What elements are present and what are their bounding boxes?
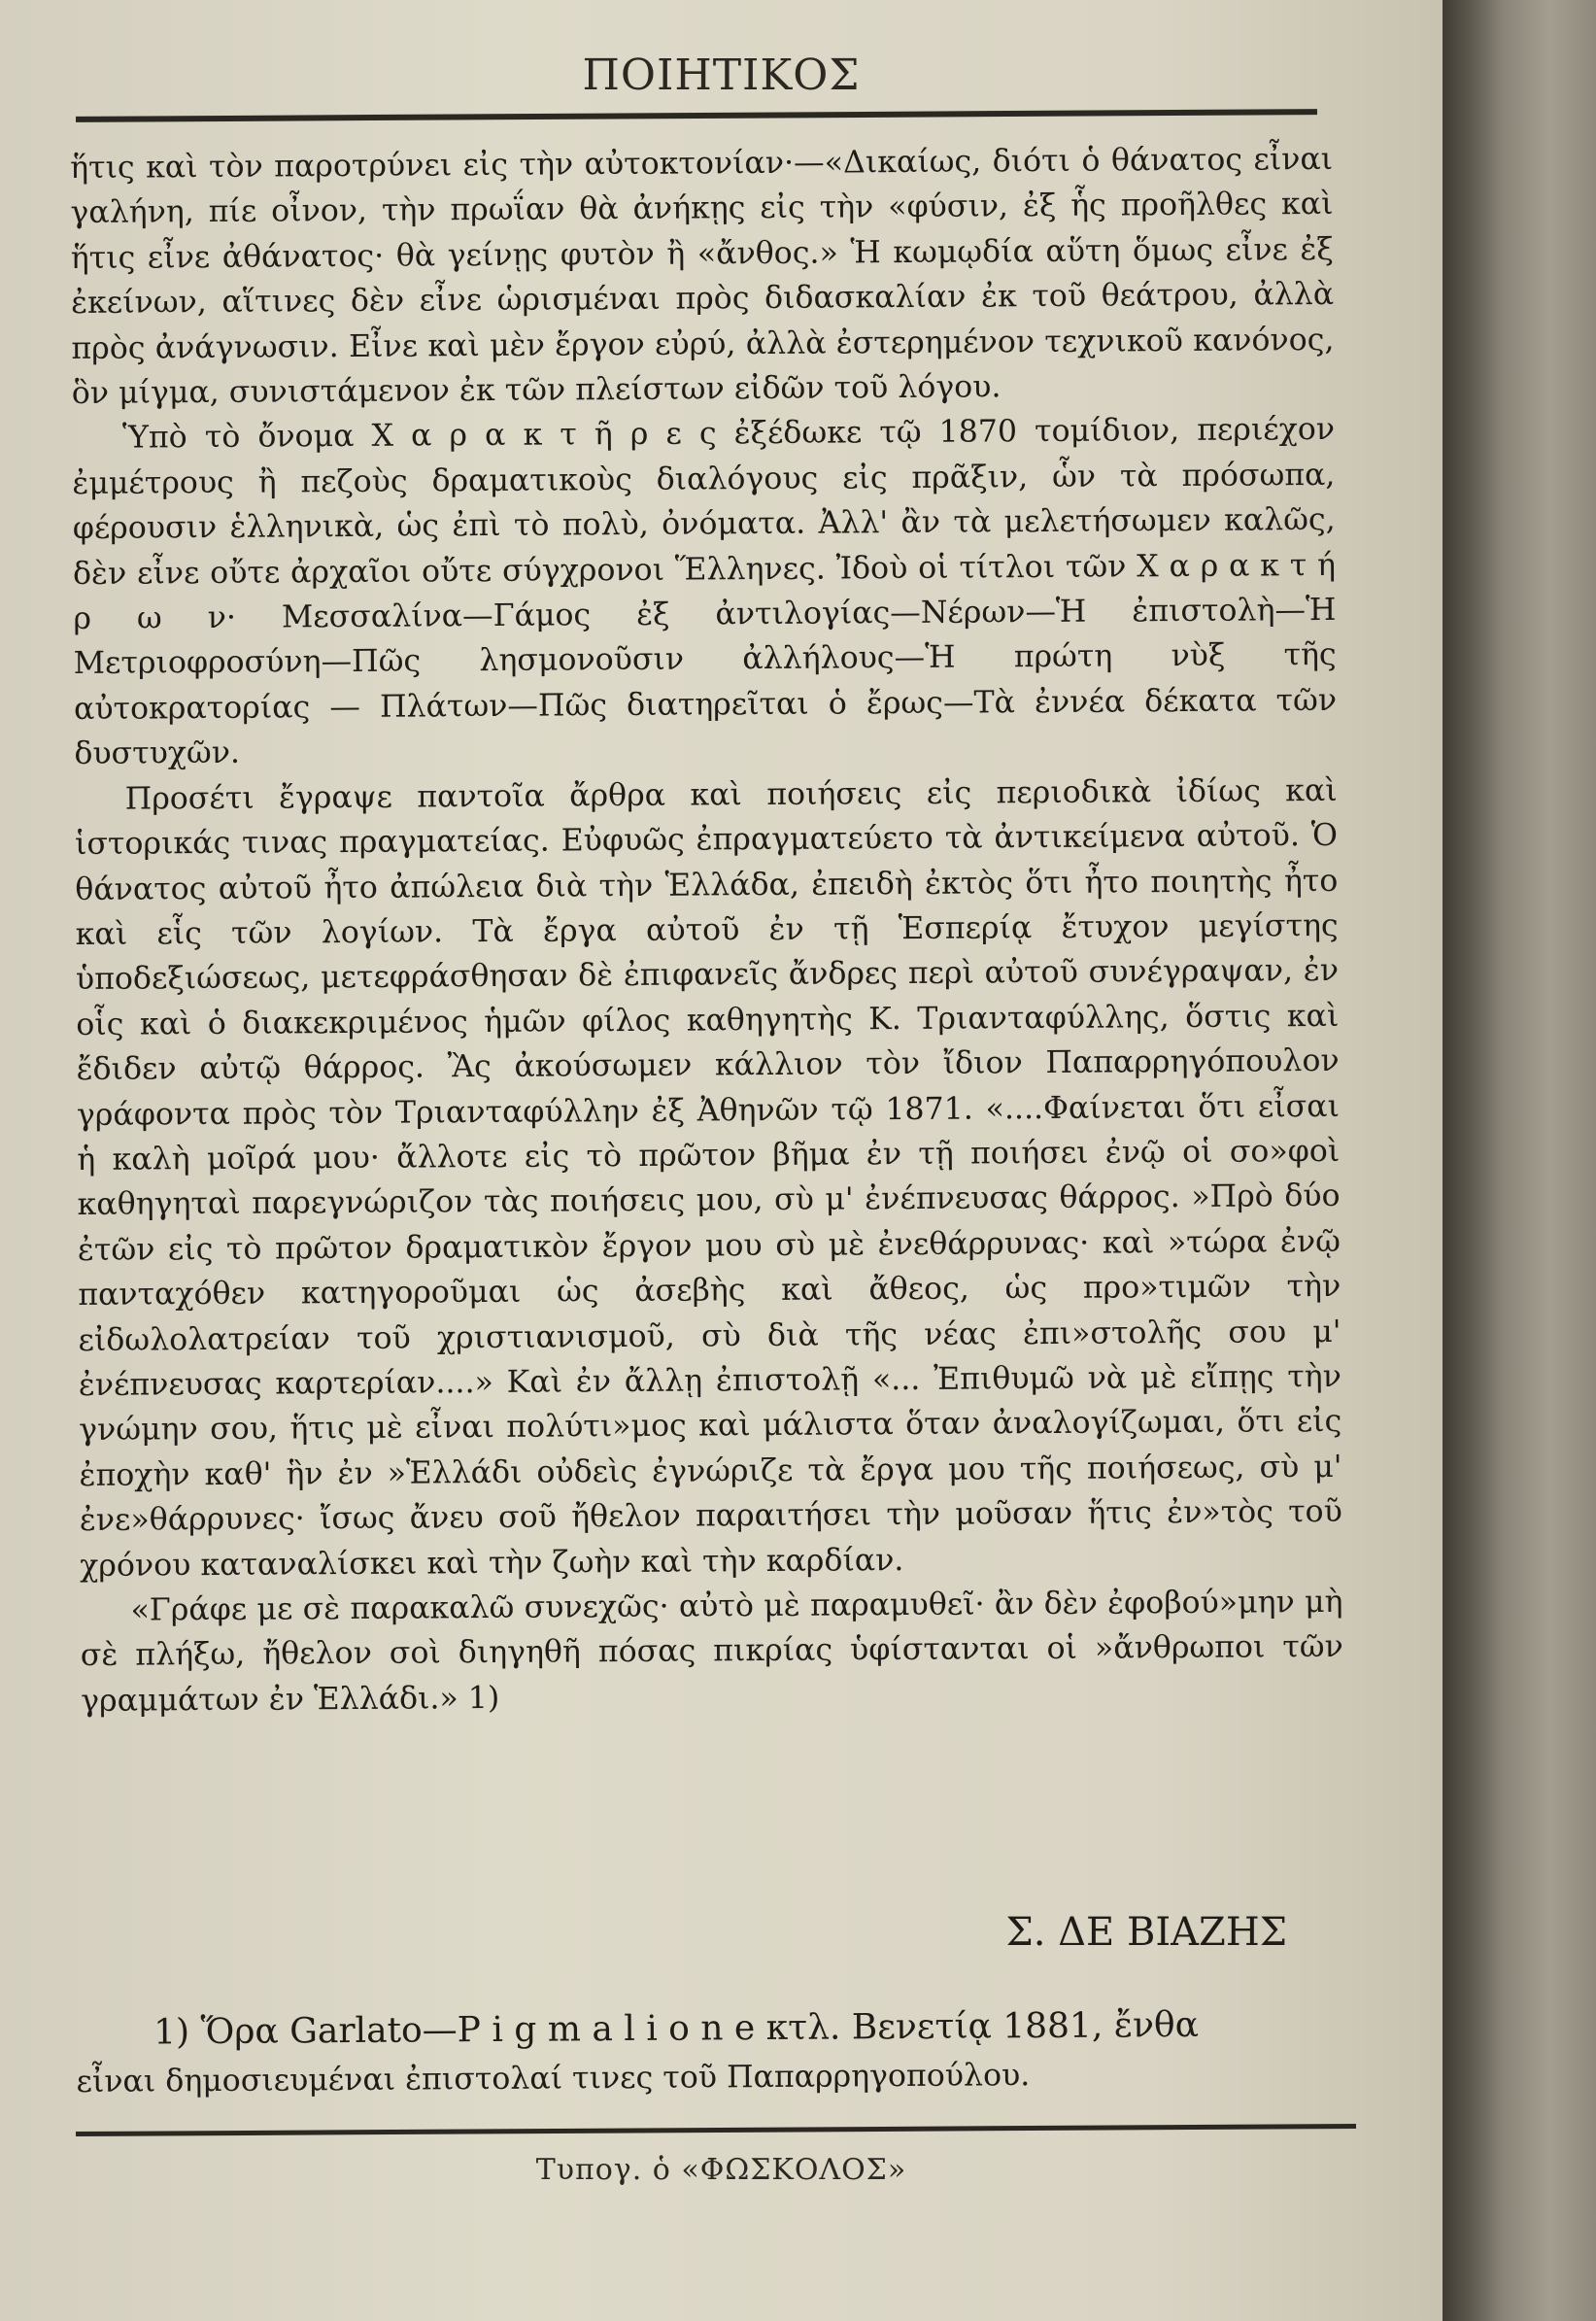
main-text <box>70 137 1345 1924</box>
paragraph-3: Προσέτι ἔγραψε παντοῖα ἄρθρα καὶ ποιήσεις εἰς περιοδικὰ ἰδίως καὶ ἱστορικάς τινας πραγματείας. Εὐφυῶς ἐπραγματεύετο τὰ ἀντικείμενα αὐτοῦ. Ὁ θάνατος αὐτοῦ ἦτο ἀπώλεια διὰ τὴν Ἑλλάδα, ἐπειδὴ ἐκτὸς ὅτι ἦτο ποιητὴς ἦτο καὶ εἷς τῶν λογίων. Τὰ ἔργα αὐτοῦ ἐν τῇ Ἑσπερίᾳ ἔτυχον μεγίστης ὑποδεξιώσεως, μετεφράσθησαν δὲ ἐπιφανεῖς ἄνδρες περὶ αὐτοῦ συνέγραψαν, ἐν οἷς καὶ ὁ διακεκριμένος ἡμῶν φίλος καθηγητὴς Κ. Τριανταφύλλης, ὅστις καὶ ἔδιδεν αὐτῷ θάρρος. Ἂς ἀκούσωμεν κάλλιον τὸν ἴδιον Παπαρρηγόπουλον γράφοντα πρὸς τὸν Τριανταφύλλην ἐξ Ἀθηνῶν τῷ 1871. «....Φαίνεται ὅτι εἶσαι ἡ καλὴ μοῖρά μου· ἄλλοτε εἰς τὸ πρῶτον βῆμα ἐν τῇ ποιήσει ἐνῷ οἱ σο»φοὶ καθηγηταὶ παρεγνώριζον τὰς ποιήσεις μου, σὺ μ' ἐνέπνευσας θάρρος. »Πρὸ δύο ἐτῶν εἰς τὸ πρῶτον δραματικὸν ἔργον μου σὺ μὲ ἐνεθάρρυνας· καὶ »τώρα ἐνῷ πανταχόθεν κατηγοροῦμαι ὡς ἀσεβὴς καὶ ἄθεος, ὡς προ»τιμῶν τὴν εἰδωλολατρείαν τοῦ χριστιανισμοῦ, σὺ διὰ τῆς νέας ἐπι»στολῆς σου μ' ἐνέπνευσας καρτερίαν....» Καὶ ἐν ἄλλῃ ἐπιστολῇ «... Ἐπιθυμῶ νὰ μὲ εἴπῃς τὴν γνώμην σου, ἥτις μὲ εἶναι πολύτι»μος καὶ μάλιστα ὅταν ἀναλογίζωμαι, ὅτι εἰς ἐποχὴν καθ' ἣν ἐν »Ἑλλάδι οὐδεὶς ἐγνώριζε τὰ ἔργα μου τῆς ποιήσεως, σὺ μ' ἐνε»θάρρυνες· ἴσως ἄνευ σοῦ ἤθελον παραιτήσει τὴν μοῦσαν ἥτις ἐν»τὸς τοῦ χρόνου καταναλίσκει καὶ τὴν ζωὴν καὶ τὴν καρδίαν. <box>74 772 1342 1584</box>
book-gutter <box>1443 0 1596 2321</box>
author-signature: Σ. ΔΕ ΒΙΑΖΗΣ <box>1005 1910 1287 1955</box>
footnote-line-1: 1) Ὅρα Garlato—P i g m a l i o n e κτλ. Βενετίᾳ 1881, ἔνθα <box>153 2004 1200 2053</box>
footnote-line-2: εἶναι δημοσιευμέναι ἐπιστολαί τινες τοῦ Παπαρρηγοπούλου. <box>76 2058 1031 2099</box>
paragraph-1: ἥτις καὶ τὸν παροτρύνει εἰς τὴν αὐτοκτονίαν·—«Δικαίως, διότι ὁ θάνατος εἶναι γαλήνη, πίε οἶνον, τὴν πρωΐαν θὰ ἀνήκῃς εἰς τὴν «φύσιν, ἐξ ἧς προῆλθες καὶ ἥτις εἶνε ἀθάνατος· θὰ γείνῃς φυτὸν ἢ «ἄνθος.» Ἡ κωμῳδία αὕτη ὅμως εἶνε ἐξ ἐκείνων, αἵτινες δὲν εἶνε ὡρισμέναι πρὸς διδασκαλίαν ἐκ τοῦ θεάτρου, ἀλλὰ πρὸς ἀνάγνωσιν. Εἶνε καὶ μὲν ἔργον εὐρύ, ἀλλὰ ἐστερημένον τεχνικοῦ κανόνος, ὃν μίγμα, συνιστάμενον ἐκ τῶν πλείστων εἰδῶν τοῦ λόγου. <box>70 141 1335 412</box>
footer-rule <box>76 2124 1356 2136</box>
header-rule <box>76 109 1317 122</box>
running-header: ΠΟΙΗΤΙΚΟΣ <box>582 51 861 100</box>
paragraph-2: Ὑπὸ τὸ ὄνομα Χ α ρ α κ τ ῆ ρ ε ς ἐξέδωκε τῷ 1870 τομίδιον, περιέχον ἐμμέτρους ἢ πεζοὺς δραματικοὺς διαλόγους εἰς πρᾶξιν, ὧν τὰ πρόσωπα, φέρουσιν ἑλληνικὰ, ὡς ἐπὶ τὸ πολὺ, ὀνόματα. Ἀλλ' ἂν τὰ μελετήσωμεν καλῶς, δὲν εἶνε οὔτε ἀρχαῖοι οὔτε σύγχρονοι Ἕλληνες. Ἰδοὺ οἱ τίτλοι τῶν Χ α ρ α κ τ ή ρ ω ν· Μεσσαλίνα—Γάμος ἐξ ἀντιλογίας—Νέρων—Ἡ ἐπιστολὴ—Ἡ Μετριοφροσύνη—Πῶς λησμονοῦσιν ἀλλήλους—Ἡ πρώτη νὺξ τῆς αὐτοκρατορίας — Πλάτων—Πῶς διατηρεῖται ὁ ἔρως—Τὰ ἐννέα δέκατα τῶν δυστυχῶν. <box>72 412 1338 772</box>
footnote <box>76 2000 1340 2106</box>
printer-imprint: Τυπογ. ὁ «ΦΩΣΚΟΛΟΣ» <box>535 2153 907 2187</box>
paragraph-4: «Γράφε με σὲ παρακαλῶ συνεχῶς· αὐτὸ μὲ παραμυθεῖ· ἂν δὲν ἐφοβού»μην μὴ σὲ πλήξω, ἤθελον σοὶ διηγηθῆ πόσας πικρίας ὑφίστανται οἱ »ἄνθρωποι τῶν γραμμάτων ἐν Ἑλλάδι.» 1) <box>80 1584 1343 1719</box>
